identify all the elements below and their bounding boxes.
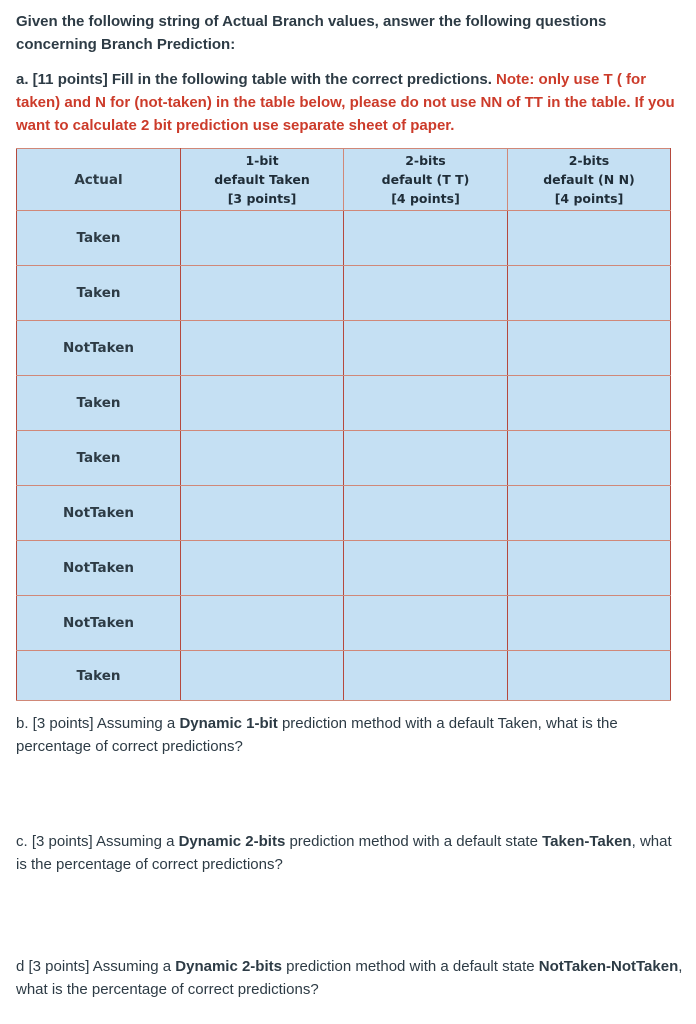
prediction-cell-1bit[interactable] (181, 321, 344, 376)
col-header-title: 1-bit (245, 153, 279, 168)
prediction-cell-2bits-nn[interactable] (508, 651, 671, 701)
question-b-pre: b. [3 points] Assuming a (16, 715, 180, 732)
prediction-cell-2bits-nn[interactable] (508, 596, 671, 651)
table-row (17, 376, 671, 431)
prediction-cell-2bits-tt[interactable] (344, 321, 508, 376)
col-header-1bit (181, 149, 344, 211)
prediction-cell-1bit[interactable] (181, 486, 344, 541)
part-a-lead: a. [11 points] Fill in the following table with the correct predictions. (16, 71, 497, 88)
actual-cell: Taken (17, 211, 181, 266)
actual-cell: Taken (17, 431, 181, 486)
col-header-default: default Taken (214, 172, 310, 187)
prediction-cell-1bit[interactable] (181, 266, 344, 321)
prediction-table (16, 148, 671, 701)
prediction-cell-1bit[interactable] (181, 431, 344, 486)
actual-header: Actual (17, 149, 181, 211)
prediction-cell-2bits-nn[interactable] (508, 266, 671, 321)
prediction-cell-2bits-nn[interactable] (508, 486, 671, 541)
question-c-bold2: Taken-Taken (542, 833, 632, 850)
prediction-cell-1bit[interactable] (181, 211, 344, 266)
prediction-cell-2bits-tt[interactable] (344, 211, 508, 266)
intro-text: Given the following string of Actual Branch values, answer the following questions concerning Branch Prediction: (16, 13, 607, 53)
col-header-points: [4 points] (391, 191, 460, 206)
table-row (17, 651, 671, 701)
question-b-bold: Dynamic 1-bit (179, 715, 278, 732)
question-d-mid: prediction method with a default state (281, 958, 539, 975)
col-header-2bits-tt (344, 149, 508, 211)
prediction-cell-2bits-nn[interactable] (508, 541, 671, 596)
table-row (17, 321, 671, 376)
prediction-cell-2bits-nn[interactable] (508, 211, 671, 266)
table-row (17, 486, 671, 541)
col-header-title: 2-bits (568, 153, 610, 168)
actual-cell: Taken (17, 651, 181, 701)
question-d-post: , what is the percentage of correct predictions? (16, 958, 683, 998)
prediction-cell-2bits-nn[interactable] (508, 376, 671, 431)
prediction-cell-2bits-tt[interactable] (344, 431, 508, 486)
prediction-cell-2bits-nn[interactable] (508, 431, 671, 486)
question-c (16, 830, 686, 876)
prediction-cell-2bits-tt[interactable] (344, 266, 508, 321)
col-header-2bits-nn (508, 149, 671, 211)
col-header-default: default (N N) (543, 172, 635, 187)
actual-cell: NotTaken (17, 596, 181, 651)
col-header-points: [3 points] (227, 191, 297, 206)
prediction-cell-1bit[interactable] (181, 541, 344, 596)
prediction-cell-1bit[interactable] (181, 376, 344, 431)
actual-cell: NotTaken (17, 486, 181, 541)
table-row (17, 266, 671, 321)
col-header-title: 2-bits (405, 153, 446, 168)
prediction-cell-2bits-tt[interactable] (344, 651, 508, 701)
question-b (16, 712, 686, 758)
question-b-post: prediction method with a default Taken, what is the percentage of correct predictions? (16, 715, 618, 755)
prediction-cell-2bits-tt[interactable] (344, 596, 508, 651)
table-header-row (17, 149, 671, 211)
prediction-cell-1bit[interactable] (181, 651, 344, 701)
col-header-points: [4 points] (554, 191, 624, 206)
table-row (17, 541, 671, 596)
question-d-bold2: NotTaken-NotTaken (538, 958, 679, 975)
actual-cell: Taken (17, 266, 181, 321)
part-a-instructions (16, 68, 692, 137)
question-c-post: , what is the percentage of correct predictions? (16, 833, 672, 873)
prediction-cell-2bits-tt[interactable] (344, 376, 508, 431)
question-c-bold: Dynamic 2-bits (178, 833, 286, 850)
question-d (16, 955, 686, 1001)
prediction-cell-2bits-tt[interactable] (344, 486, 508, 541)
actual-cell: Taken (17, 376, 181, 431)
col-header-default: default (T T) (381, 172, 470, 187)
actual-cell: NotTaken (17, 321, 181, 376)
question-d-pre: d [3 points] Assuming a (16, 958, 176, 975)
question-c-mid: prediction method with a default state (285, 833, 543, 850)
prediction-cell-2bits-nn[interactable] (508, 321, 671, 376)
table-row (17, 596, 671, 651)
table-row (17, 431, 671, 486)
part-a-note: Note: only use T ( for taken) and N for (not-taken) in the table below, please do not use NN of TT in the table. If you want to calculate 2 bit prediction use separate sheet of paper. (16, 71, 675, 134)
actual-cell: NotTaken (17, 541, 181, 596)
prediction-cell-2bits-tt[interactable] (344, 541, 508, 596)
table-row (17, 211, 671, 266)
question-c-pre: c. [3 points] Assuming a (16, 833, 179, 850)
prediction-cell-1bit[interactable] (181, 596, 344, 651)
question-d-bold: Dynamic 2-bits (175, 958, 282, 975)
